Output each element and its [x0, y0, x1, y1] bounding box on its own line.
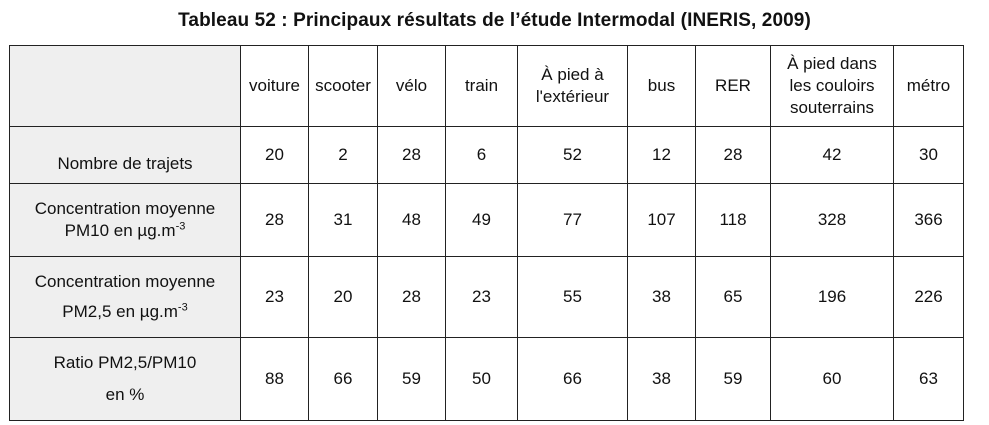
table-cell: 23 [446, 257, 518, 338]
table-cell: 28 [378, 257, 446, 338]
table-cell: 42 [771, 127, 894, 184]
table-cell: 118 [696, 184, 771, 257]
table-cell: 38 [628, 338, 696, 421]
table-row [10, 338, 964, 421]
row-label [10, 127, 241, 184]
column-header: À pied à l'extérieur [518, 46, 628, 127]
table-cell: 38 [628, 257, 696, 338]
row-label [10, 257, 241, 338]
table-cell: 50 [446, 338, 518, 421]
table-cell: 20 [241, 127, 309, 184]
column-header: voiture [241, 46, 309, 127]
row-label-line1: Ratio PM2,5/PM10 [53, 353, 197, 372]
table-cell: 107 [628, 184, 696, 257]
column-header: train [446, 46, 518, 127]
table-row [10, 184, 964, 257]
table-cell: 55 [518, 257, 628, 338]
column-header: scooter [309, 46, 378, 127]
column-header: À pied dans les couloirs souterrains [771, 46, 894, 127]
table-cell: 52 [518, 127, 628, 184]
table-cell: 63 [894, 338, 964, 421]
column-header: bus [628, 46, 696, 127]
table-cell: 65 [696, 257, 771, 338]
table-cell: 328 [771, 184, 894, 257]
row-label-exponent: -3 [177, 301, 188, 314]
table-cell: 226 [894, 257, 964, 338]
table-cell: 23 [241, 257, 309, 338]
table-cell: 48 [378, 184, 446, 257]
table-cell: 60 [771, 338, 894, 421]
table-cell: 66 [518, 338, 628, 421]
table-cell: 366 [894, 184, 964, 257]
header-row [10, 46, 964, 127]
row-label-line1: Nombre de trajets [57, 154, 193, 173]
corner-cell [10, 46, 241, 127]
row-label-exponent: -3 [175, 220, 186, 233]
table-cell: 66 [309, 338, 378, 421]
row-label [10, 184, 241, 257]
table-cell: 6 [446, 127, 518, 184]
results-table [9, 45, 964, 421]
row-label-line2: PM2,5 en µg.m [62, 302, 178, 321]
table-cell: 196 [771, 257, 894, 338]
table-row [10, 257, 964, 338]
table-cell: 31 [309, 184, 378, 257]
row-label-line1: Concentration moyenne [34, 199, 216, 218]
table-cell: 2 [309, 127, 378, 184]
table-cell: 20 [309, 257, 378, 338]
table-cell: 30 [894, 127, 964, 184]
column-header: vélo [378, 46, 446, 127]
table-cell: 49 [446, 184, 518, 257]
table-title: Tableau 52 : Principaux résultats de l’étude Intermodal (INERIS, 2009) [178, 10, 811, 31]
table-cell: 77 [518, 184, 628, 257]
table-cell: 59 [696, 338, 771, 421]
row-label [10, 338, 241, 421]
table-cell: 59 [378, 338, 446, 421]
table-row [10, 127, 964, 184]
column-header: métro [894, 46, 964, 127]
row-label-line2: en % [105, 385, 145, 404]
row-label-line1: Concentration moyenne [34, 272, 216, 291]
column-header: RER [696, 46, 771, 127]
table-cell: 28 [241, 184, 309, 257]
table-cell: 28 [696, 127, 771, 184]
table-cell: 88 [241, 338, 309, 421]
table-cell: 12 [628, 127, 696, 184]
table-cell: 28 [378, 127, 446, 184]
row-label-line2: PM10 en µg.m [64, 221, 176, 240]
